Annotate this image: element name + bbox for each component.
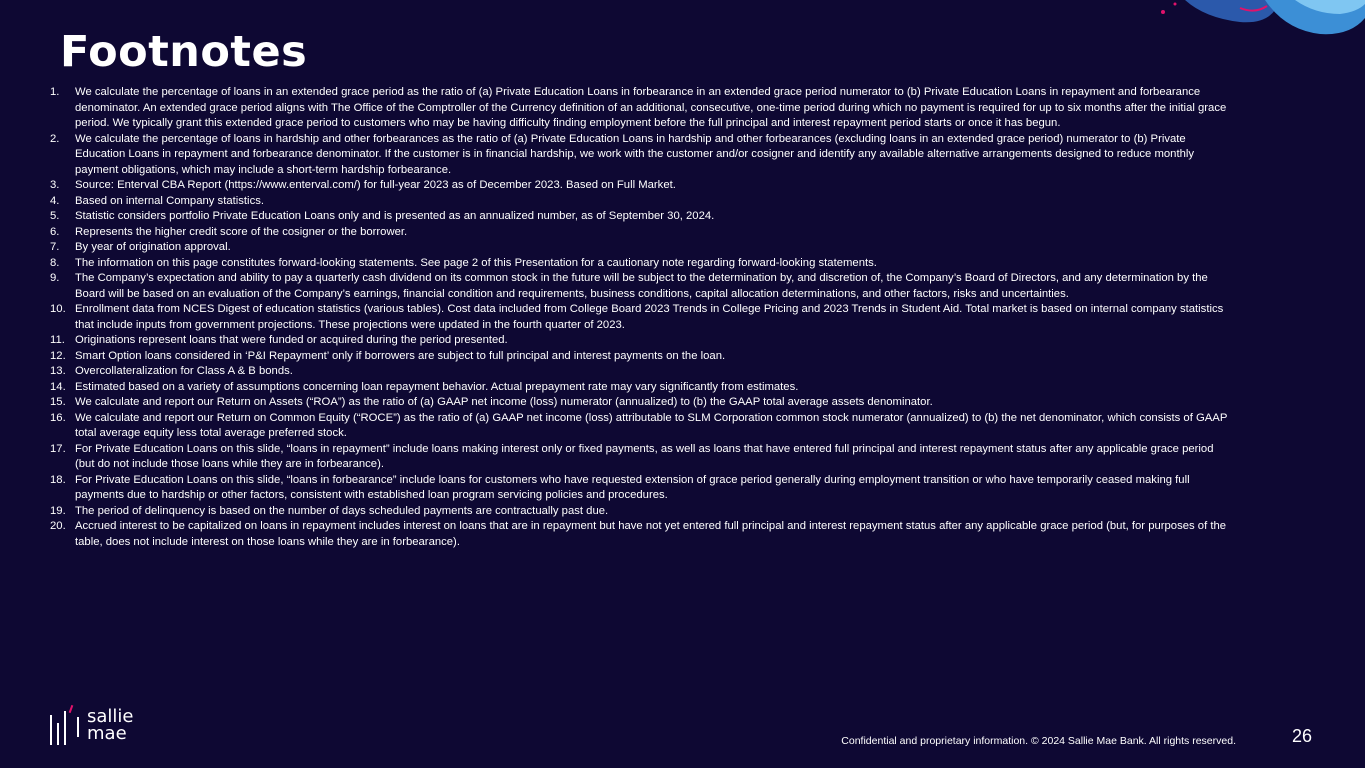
footnote-item xyxy=(50,225,1230,241)
footnote-text: The Company’s expectation and ability to pay a quarterly cash dividend on its common stock in the future will be subject to the determination by, and discretion of, the Company’s Board of Directors, and any determination by the Board will be based on an evaluation of the Company’s earnings, financial condition and requirements, business conditions, capital allocation determinations, and other factors, risks and uncertainties. xyxy=(75,272,1208,300)
footnote-text: Enrollment data from NCES Digest of education statistics (various tables). Cost data included from College Board 2023 Trends in College Pricing and 2023 Trends in Student Aid. Total market is based on internal company statistics that include inputs from government projections. These projections were updated in the fourth quarter of 2023. xyxy=(75,303,1224,331)
footnote-item xyxy=(50,333,1230,349)
footnote-item xyxy=(50,380,1230,396)
footnote-item xyxy=(50,209,1230,225)
footnote-text: By year of origination approval. xyxy=(75,241,231,253)
footnote-item xyxy=(50,504,1230,520)
brand-line-2: mae xyxy=(87,723,127,744)
footnote-text: Overcollateralization for Class A & B bonds. xyxy=(75,365,293,377)
footnote-item xyxy=(50,178,1230,194)
footnote-number: 17. xyxy=(50,442,66,455)
footnote-number: 7. xyxy=(50,241,60,253)
footnote-number: 15. xyxy=(50,396,66,408)
footnotes-list xyxy=(50,85,1230,550)
footnote-number: 14. xyxy=(50,380,66,393)
footer-copyright: Confidential and proprietary information. © 2024 Sallie Mae Bank. All rights reserved. xyxy=(841,735,1236,747)
footnote-item xyxy=(50,256,1230,272)
footnote-item xyxy=(50,132,1230,179)
footnote-item xyxy=(50,411,1230,442)
footnote-text: For Private Education Loans on this slide, “loans in repayment” include loans making interest only or fixed payments, as well as loans that have entered full principal and interest repayment status after any applicable grace period (but do not include those loans while they are in forbearance). xyxy=(75,442,1214,470)
footnote-number: 12. xyxy=(50,349,66,362)
footnote-number: 16. xyxy=(50,411,66,424)
footnote-number: 1. xyxy=(50,86,60,98)
footnote-number: 3. xyxy=(50,179,60,191)
footnote-text: Estimated based on a variety of assumptions concerning loan repayment behavior. Actual prepayment rate may vary significantly from estimates. xyxy=(75,380,799,393)
footnote-text: Based on internal Company statistics. xyxy=(75,194,265,207)
footnote-number: 10. xyxy=(50,303,66,315)
footnote-number: 6. xyxy=(50,225,60,238)
footnote-text: We calculate the percentage of loans in an extended grace period as the ratio of (a) Private Education Loans in forbearance in an extended grace period numerator to (b) Private Education Loans in repayment and forbearance denominator. An extended grace period aligns with The Office of the Comptroller of the Currency definition of an additional, consecutive, one-time period during which no payment is required for up to six months after the initial grace period. We typically grant this extended grace period to customers who may be having difficulty finding employment before the full principal and interest repayment period starts or once it has begun. xyxy=(75,86,1227,129)
page-number: 26 xyxy=(1292,726,1313,746)
footnote-item xyxy=(50,473,1230,504)
footnote-text: Originations represent loans that were funded or acquired during the period presented. xyxy=(75,334,508,346)
footnote-text: The information on this page constitutes forward-looking statements. See page 2 of this Presentation for a cautionary note regarding forward-looking statements. xyxy=(75,256,877,269)
brand-wordmark xyxy=(87,708,134,742)
footnote-item xyxy=(50,240,1230,256)
footnote-item xyxy=(50,302,1230,333)
footnote-text: Source: Enterval CBA Report (https://www.enterval.com/) for full-year 2023 as of December 2023. Based on Full Market. xyxy=(75,179,676,191)
footnote-item xyxy=(50,519,1230,550)
footnote-item xyxy=(50,271,1230,302)
footnote-text: Statistic considers portfolio Private Education Loans only and is presented as an annualized number, as of September 30, 2024. xyxy=(75,210,715,222)
footnote-number: 20. xyxy=(50,520,66,532)
footnote-number: 5. xyxy=(50,210,60,222)
footnote-text: For Private Education Loans on this slide, “loans in forbearance” include loans for customers who have requested extension of grace period generally during employment transition or who have temporarily ceased making full payments due to hardship or other factors, consistent with established loan program servicing policies and procedures. xyxy=(75,473,1190,501)
footnote-number: 13. xyxy=(50,365,66,377)
footnote-text: We calculate and report our Return on Assets (“ROA”) as the ratio of (a) GAAP net income (loss) numerator (annualized) to (b) the GAAP total average assets denominator. xyxy=(75,396,933,408)
footnote-number: 11. xyxy=(50,334,65,346)
footnote-number: 19. xyxy=(50,504,66,517)
brand-line-1: sallie xyxy=(87,706,134,727)
footnote-number: 9. xyxy=(50,272,60,284)
footnote-text: Represents the higher credit score of the cosigner or the borrower. xyxy=(75,225,408,238)
footnote-item xyxy=(50,194,1230,210)
footnote-item xyxy=(50,442,1230,473)
footnote-number: 18. xyxy=(50,473,66,486)
footnote-text: We calculate and report our Return on Common Equity (“ROCE”) as the ratio of (a) GAAP net income (loss) attributable to SLM Corporation common stock numerator (annualized) to (b) the net denominator, which consists of GAAP total average equity less total average preferred stock. xyxy=(75,411,1228,439)
footnote-text: The period of delinquency is based on the number of days scheduled payments are contractually past due. xyxy=(75,504,609,517)
footnote-number: 8. xyxy=(50,256,60,269)
footnote-item xyxy=(50,85,1230,132)
footnote-text: We calculate the percentage of loans in hardship and other forbearances as the ratio of (a) Private Education Loans in hardship and other forbearances (excluding loans in an extended grace period) numerator to (b) Private Education Loans in repayment and forbearance denominator. If the customer is in financial hardship, we work with the customer and/or cosigner and identify any available alternative arrangements designed to reduce monthly payment obligations, which may include a short-term hardship forbearance. xyxy=(75,132,1195,176)
footnote-number: 4. xyxy=(50,194,60,207)
decorative-brush-strokes xyxy=(1145,0,1365,40)
footnote-item xyxy=(50,395,1230,411)
footnote-item xyxy=(50,364,1230,380)
footnote-item xyxy=(50,349,1230,365)
footnote-text: Accrued interest to be capitalized on loans in repayment includes interest on loans that are in repayment but have not yet entered full principal and interest repayment status after any applicable grace period (but, for purposes of the table, does not include interest on those loans while they are in forbearance). xyxy=(75,520,1227,548)
page-title: Footnotes xyxy=(60,27,308,77)
footnote-number: 2. xyxy=(50,132,60,145)
footnote-text: Smart Option loans considered in ‘P&I Repayment’ only if borrowers are subject to full principal and interest payments on the loan. xyxy=(75,349,726,362)
